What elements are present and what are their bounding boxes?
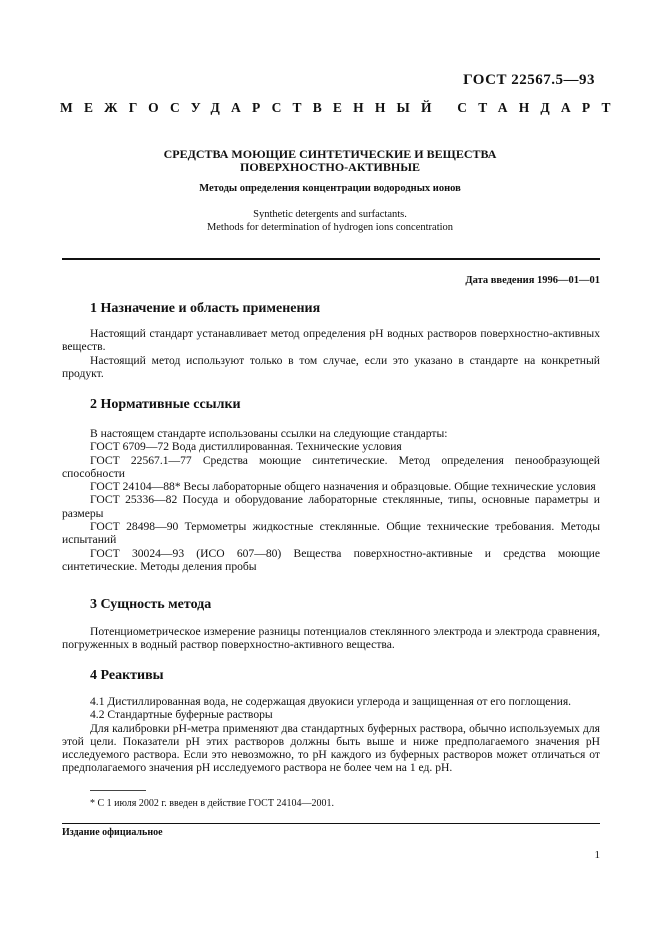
section-1-body	[62, 327, 600, 380]
reference-item: ГОСТ 30024—93 (ИСО 607—80) Вещества поверхностно-активные и средства моющие синтетические. Методы деления пробы	[62, 546, 600, 573]
document-subtitle: Методы определения концентрации водородных ионов	[199, 183, 461, 194]
english-title-line-1: Synthetic detergents and surfactants.	[253, 209, 407, 220]
footer-divider	[62, 823, 600, 824]
section-3-body	[62, 625, 600, 652]
footnote: * С 1 июля 2002 г. введен в действие ГОСТ 24104—2001.	[90, 798, 334, 809]
paragraph: Настоящий стандарт устанавливает метод определения pH водных растворов поверхностно-активных веществ.	[62, 327, 600, 354]
title-line-2: ПОВЕРХНОСТНО-АКТИВНЫЕ	[239, 160, 420, 174]
paragraph: Потенциометрическое измерение разницы потенциалов стеклянного электрода и электрода сравнения, погруженных в водный раствор поверхностно-активного вещества.	[62, 625, 600, 652]
official-edition-label: Издание официальное	[62, 827, 163, 838]
gost-number: ГОСТ 22567.5—93	[463, 72, 595, 88]
section-2-body	[62, 427, 600, 573]
section-1-heading: 1 Назначение и область применения	[90, 301, 321, 316]
reference-item: ГОСТ 24104—88* Весы лабораторные общего назначения и образцовые. Общие технические условия	[90, 480, 596, 494]
section-3-heading: 3 Сущность метода	[90, 597, 212, 612]
reference-item: ГОСТ 6709—72 Вода дистиллированная. Технические условия	[90, 440, 402, 454]
title-line-1: СРЕДСТВА МОЮЩИЕ СИНТЕТИЧЕСКИЕ И ВЕЩЕСТВА	[163, 147, 497, 161]
introduction-date: Дата введения 1996—01—01	[465, 275, 600, 286]
paragraph: 4.1 Дистиллированная вода, не содержащая двуокиси углерода и защищенная от его поглощения.	[90, 695, 572, 708]
paragraph: 4.2 Стандартные буферные растворы	[90, 708, 273, 722]
paragraph: В настоящем стандарте использованы ссылки на следующие стандарты:	[90, 427, 448, 440]
reference-item: ГОСТ 25336—82 Посуда и оборудование лабораторные стеклянные, типы, основные параметры и размеры	[62, 493, 600, 520]
reference-item: ГОСТ 28498—90 Термометры жидкостные стеклянные. Общие технические требования. Методы испытаний	[62, 520, 600, 547]
section-4-heading: 4 Реактивы	[90, 668, 164, 683]
section-4-body	[62, 695, 600, 775]
paragraph: Для калибровки pH-метра применяют два стандартных буферных раствора, обычно используемых для этой цели. Показатели pH этих растворов должны быть выше и ниже предполагаемого значения pH исследуемого раствора. Если это невозможно, то pH каждого из буферных растворов может отличаться от предполагаемого значения pH исследуемого раствора не более чем на 1 ед. pH.	[62, 721, 600, 775]
english-title	[60, 208, 600, 234]
page-number: 1	[594, 849, 600, 861]
footnote-divider	[90, 790, 146, 791]
standard-type-banner: МЕЖГОСУДАРСТВЕННЫЙ СТАНДАРТ	[60, 100, 622, 115]
english-title-line-2: Methods for determination of hydrogen ions concentration	[206, 222, 454, 233]
paragraph: Настоящий метод используют только в том случае, если это указано в стандарте на конкретный продукт.	[62, 353, 600, 380]
reference-item: ГОСТ 22567.1—77 Средства моющие синтетические. Метод определения пенообразующей способности	[62, 453, 600, 480]
document-title	[60, 148, 600, 174]
header-divider	[62, 258, 600, 260]
section-2-heading: 2 Нормативные ссылки	[90, 397, 241, 412]
